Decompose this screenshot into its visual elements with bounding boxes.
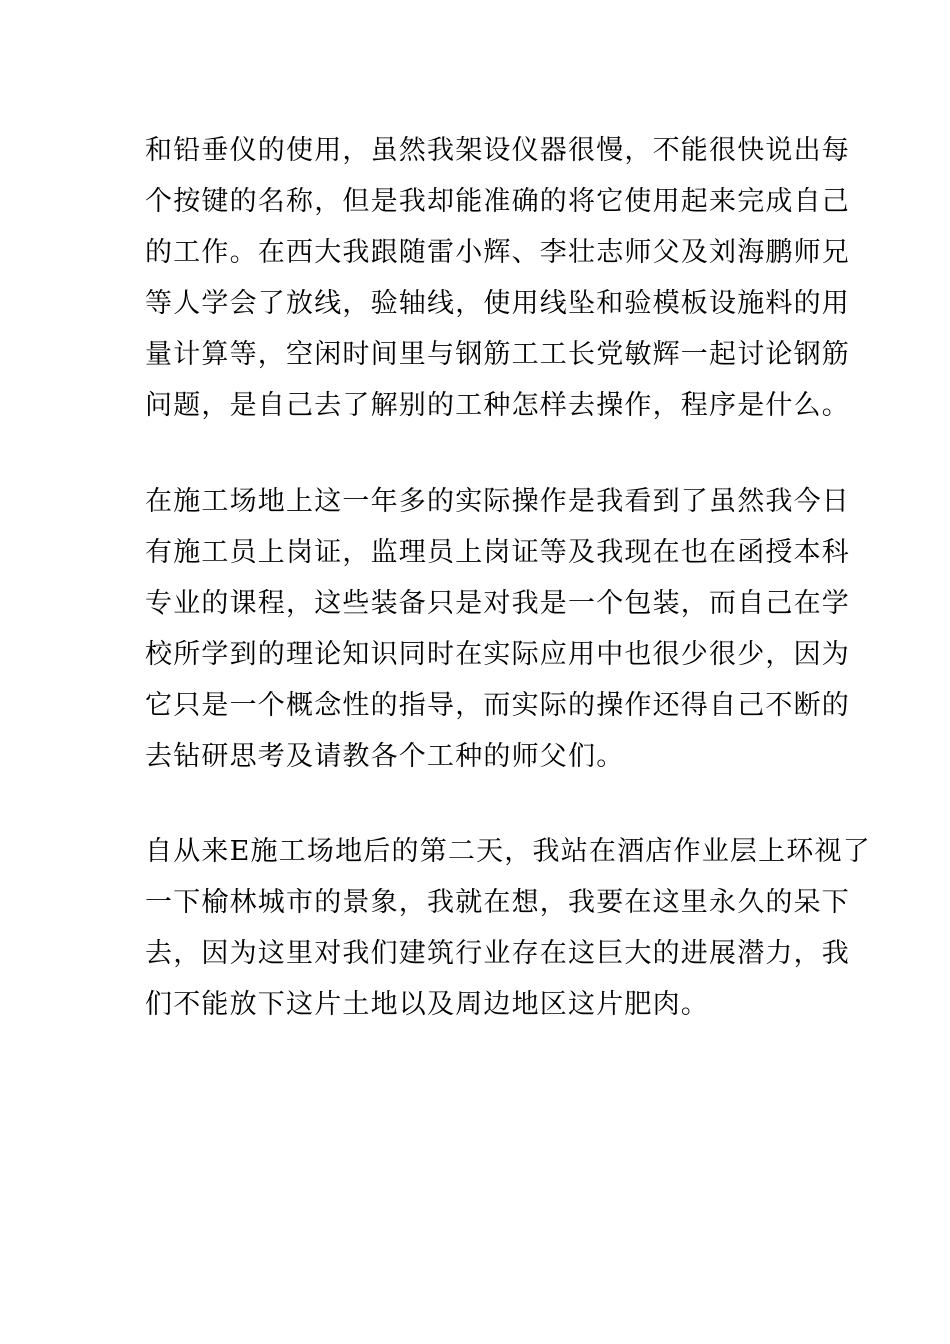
- text-line: 一下榆林城市的景象，我就在想，我要在这里永久的呆下: [145, 887, 850, 918]
- text-line: 们不能放下这片土地以及周边地区这片肥肉。: [145, 989, 709, 1020]
- text-line: 在施工场地上这一年多的实际操作是我看到了虽然我今日: [145, 486, 850, 517]
- text-line: 有施工员上岗证，监理员上岗证等及我现在也在函授本科: [145, 537, 850, 568]
- text-line: 专业的课程，这些装备只是对我是一个包装，而自己在学: [145, 588, 850, 619]
- text-line: 去钻研思考及请教各个工种的师父们。: [145, 741, 625, 772]
- paragraph-3: [145, 826, 871, 1030]
- text-line: 自从来E施工场地后的第二天，我站在酒店作业层上环视了: [145, 836, 871, 867]
- text-line: 它只是一个概念性的指导，而实际的操作还得自己不断的: [145, 690, 850, 721]
- text-line: 个按键的名称，但是我却能准确的将它使用起来完成自己: [145, 186, 850, 217]
- paragraph-1: [145, 125, 850, 431]
- text-line: 等人学会了放线，验轴线，使用线坠和验模板设施料的用: [145, 288, 850, 319]
- text-line: 去，因为这里对我们建筑行业存在这巨大的进展潜力，我: [145, 938, 850, 969]
- text-line: 的工作。在西大我跟随雷小辉、李壮志师父及刘海鹏师兄: [145, 237, 850, 268]
- text-line: 问题，是自己去了解别的工种怎样去操作，程序是什么。: [145, 390, 850, 421]
- paragraph-2: [145, 476, 850, 782]
- text-line: 量计算等，空闲时间里与钢筋工工长党敏辉一起讨论钢筋: [145, 339, 850, 370]
- text-line: 和铅垂仪的使用，虽然我架设仪器很慢，不能很快说出每: [145, 135, 850, 166]
- text-line: 校所学到的理论知识同时在实际应用中也很少很少，因为: [145, 639, 850, 670]
